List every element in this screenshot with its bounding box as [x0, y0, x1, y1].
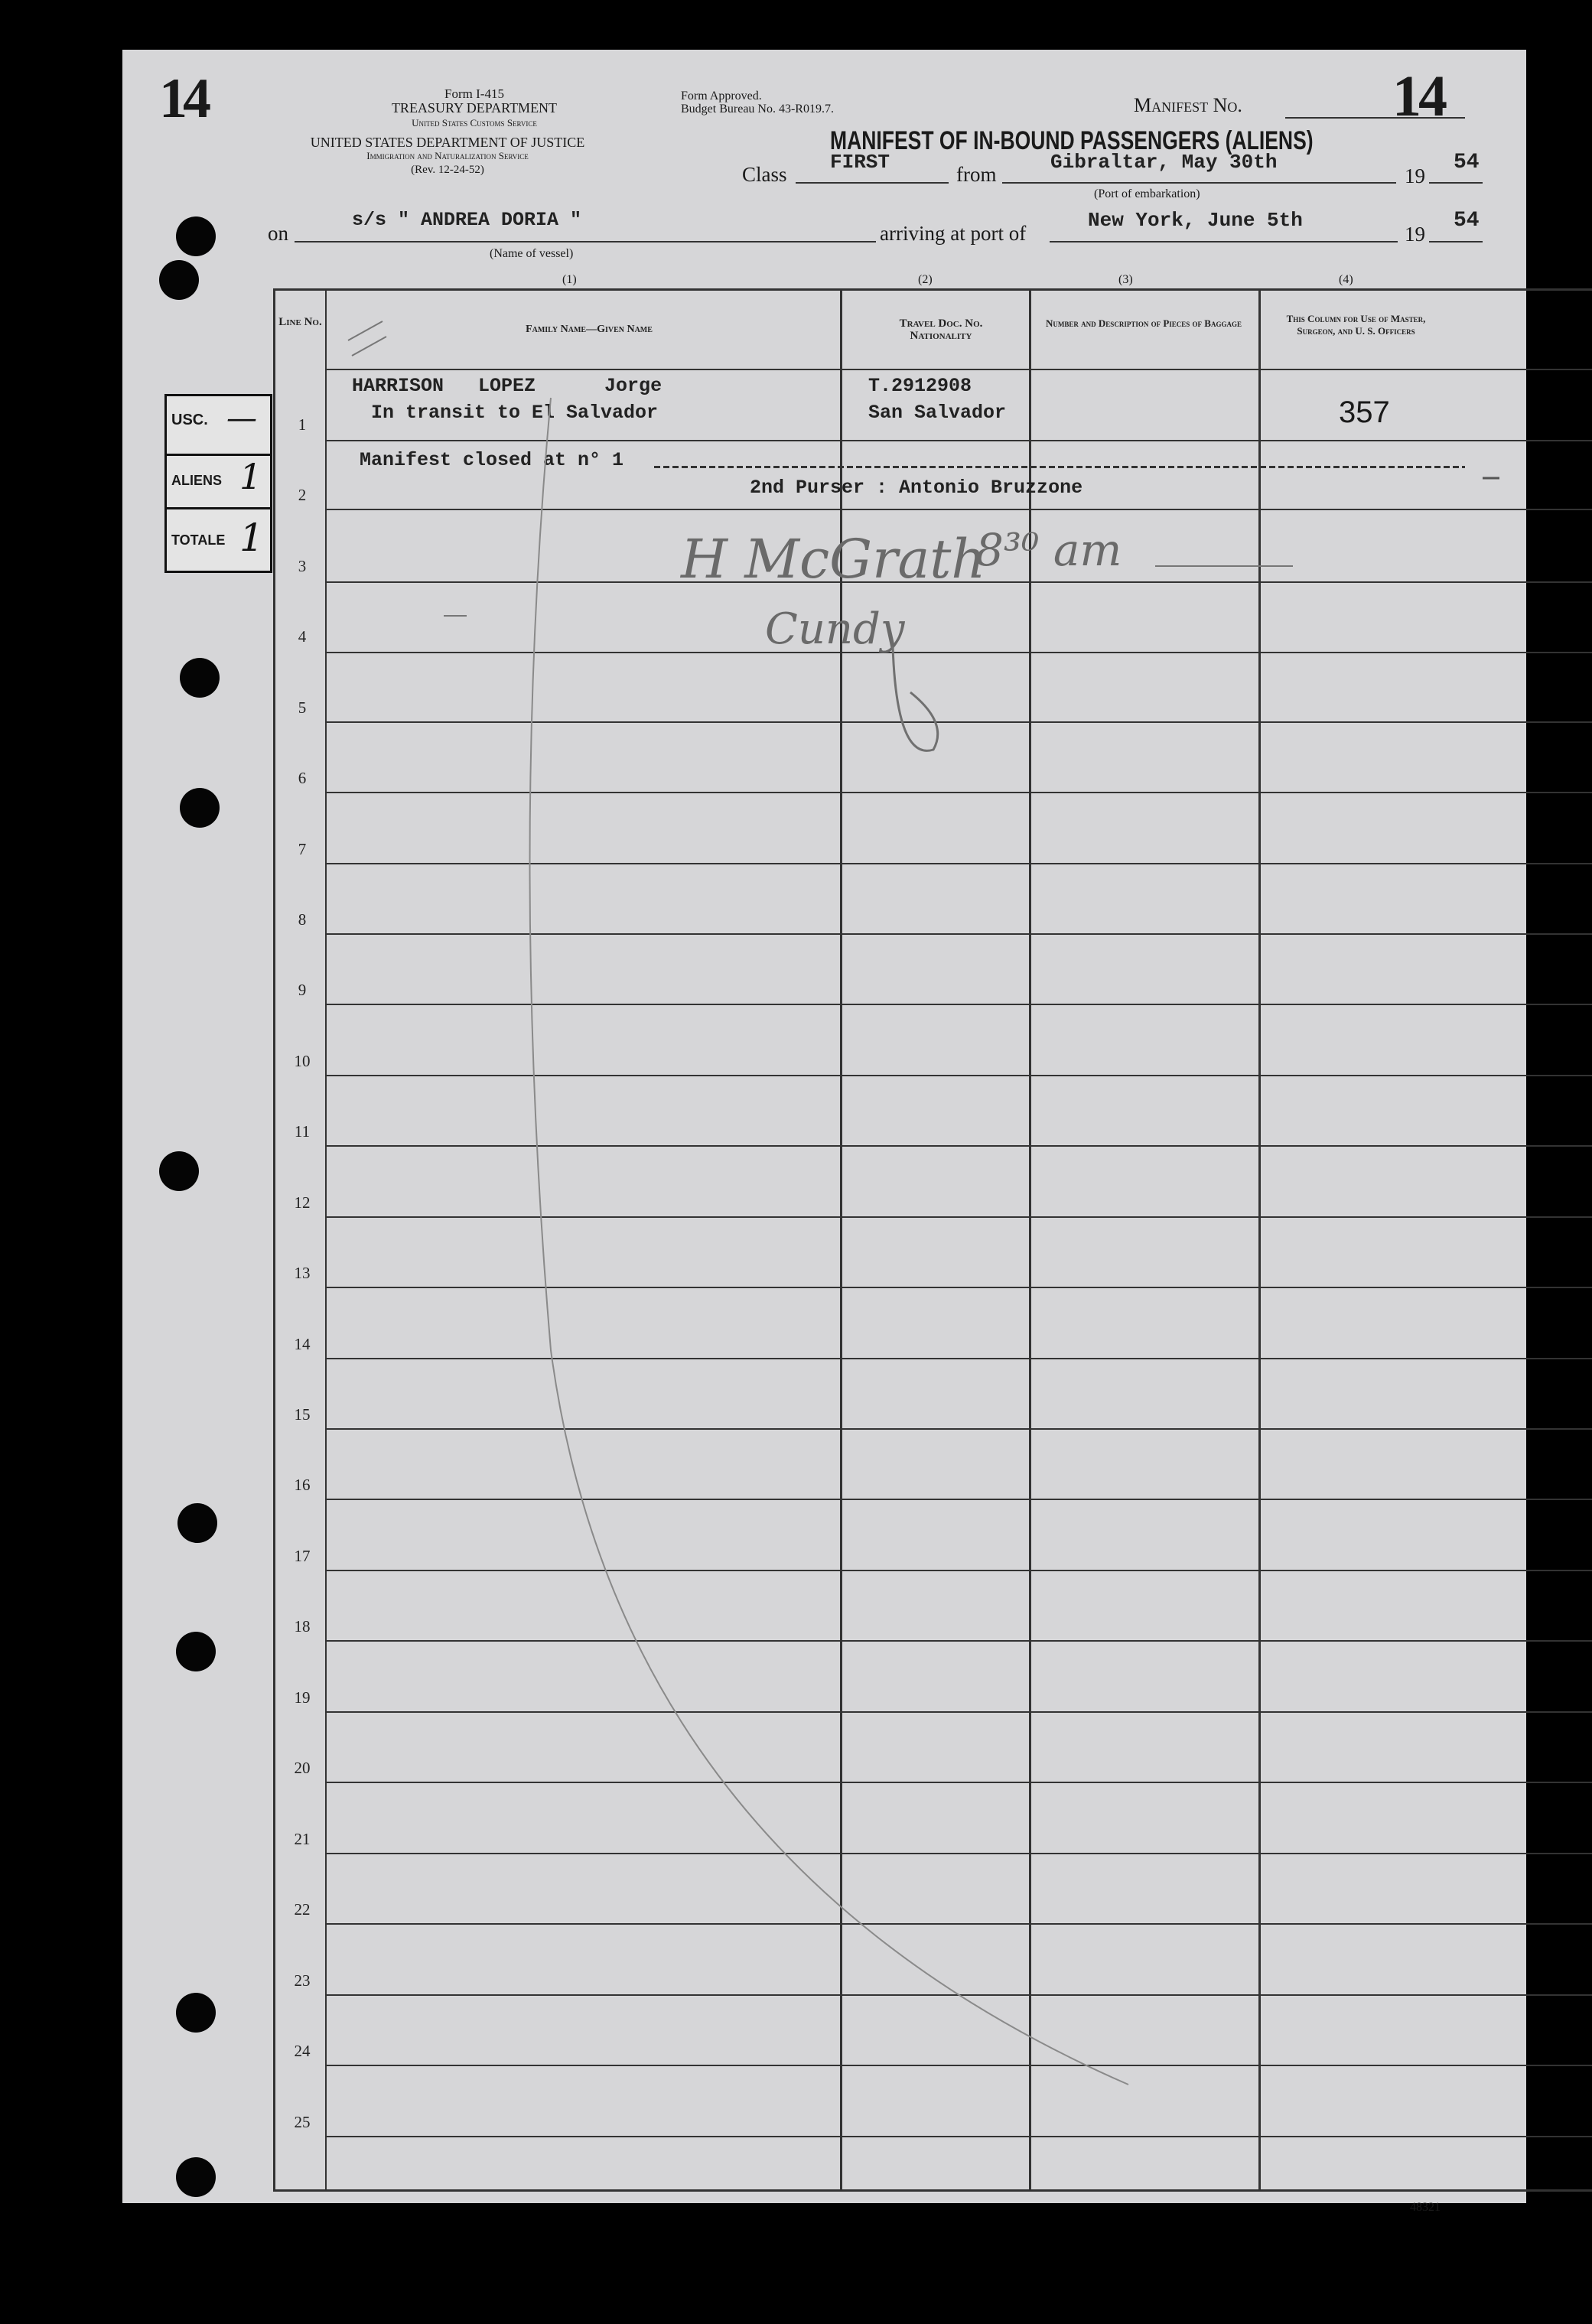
year-arrival: 54 — [1454, 209, 1480, 233]
row-number: 15 — [294, 1405, 311, 1424]
ins-label: Immigration and Naturalization Service — [366, 150, 529, 161]
closed-note: Manifest closed at n° 1 — [360, 449, 624, 471]
col-num-1: (1) — [562, 273, 577, 286]
inspection-time: 8³⁰ am — [975, 524, 1122, 576]
doj-label: UNITED STATES DEPARTMENT OF JUSTICE — [310, 135, 585, 150]
header-line-no: Line No. — [278, 316, 322, 328]
row-number: 14 — [294, 1335, 311, 1353]
purser-note: 2nd Purser : Antonio Bruzzone — [750, 477, 1083, 499]
tally-aliens-box — [164, 454, 272, 512]
tally-totale-value: 1 — [239, 516, 264, 560]
form-number: Form I-415 — [444, 86, 504, 101]
row-number: 13 — [294, 1264, 311, 1282]
tally-usc-box — [164, 394, 272, 458]
budget-bureau: Budget Bureau No. 43-R019.7. — [681, 103, 834, 116]
port-embark-caption: (Port of embarkation) — [1094, 187, 1200, 200]
manifest-page — [122, 50, 1526, 2214]
col-num-3: (3) — [1118, 273, 1133, 286]
header-officers: This Column for Use of Master, Surgeon, and U. S. Officers — [1286, 313, 1426, 337]
arriving-label: arriving at port of — [880, 222, 1027, 245]
class-value: FIRST — [830, 151, 890, 174]
vessel-name: s/s " ANDREA DORIA " — [352, 209, 582, 231]
punch-hole — [176, 216, 216, 256]
tally-aliens-value: 1 — [239, 456, 262, 497]
punch-hole — [159, 1151, 199, 1191]
year-prefix-arrival: 19 — [1405, 223, 1425, 246]
arrival-port: New York, June 5th — [1088, 209, 1303, 232]
row-number: 18 — [294, 1617, 311, 1636]
row-number: 24 — [294, 2042, 311, 2060]
row-number: 21 — [294, 1830, 311, 1848]
row-number: 1 — [298, 415, 307, 434]
on-label: on — [268, 222, 288, 245]
row-number: 20 — [294, 1759, 311, 1777]
tally-usc-label: USC. — [171, 412, 208, 428]
row-number: 7 — [298, 840, 307, 858]
header-travel-doc: Travel Doc. No. Nationality — [899, 317, 983, 342]
pencil-loop — [893, 646, 938, 750]
manifest-title: MANIFEST OF IN-BOUND PASSENGERS (ALIENS) — [830, 126, 1314, 155]
year-embark: 54 — [1454, 151, 1480, 174]
transit-note: In transit to El Salvador — [371, 402, 659, 424]
row-number: 23 — [294, 1971, 311, 1990]
manifest-no-label: Manifest No. — [1134, 94, 1242, 116]
pencil-arc — [530, 398, 1129, 2085]
officer-number: 357 — [1339, 395, 1390, 429]
tally-totale-label: TOTALE — [171, 532, 226, 548]
pencil-marks — [122, 50, 1526, 2203]
pencil-check — [348, 321, 386, 356]
corner-page-mark: 14 — [159, 67, 207, 130]
row-number: 3 — [298, 557, 307, 575]
customs-service: United States Customs Service — [412, 117, 537, 129]
from-value: Gibraltar, May 30th — [1050, 151, 1278, 174]
tally-aliens-label: ALIENS — [171, 473, 223, 488]
header-baggage: Number and Description of Pieces of Baggage — [1046, 317, 1242, 329]
manifest-number: 14 — [1392, 64, 1444, 129]
col-num-4: (4) — [1339, 273, 1353, 286]
row-number: 5 — [298, 698, 307, 717]
punch-hole — [176, 2157, 216, 2197]
row-number: 25 — [294, 2113, 311, 2131]
row-number: 2 — [298, 486, 307, 504]
treasury-dept: TREASURY DEPARTMENT — [391, 100, 558, 116]
row-number: 4 — [298, 627, 307, 646]
punch-hole — [176, 1632, 216, 1671]
passenger-name: HARRISON LOPEZ Jorge — [352, 375, 663, 397]
punch-hole — [176, 1993, 216, 2033]
class-label: Class — [742, 163, 787, 186]
tally-usc-value: — — [226, 401, 257, 436]
row-number: 16 — [294, 1476, 311, 1494]
year-prefix-embark: 19 — [1405, 164, 1425, 187]
punch-hole — [177, 1503, 217, 1543]
row-number: 9 — [298, 981, 307, 999]
rev-label: (Rev. 12-24-52) — [411, 164, 484, 176]
punch-hole — [180, 788, 220, 828]
row-number: 22 — [294, 1900, 311, 1919]
tally-totale-box — [164, 507, 272, 573]
nationality: San Salvador — [868, 402, 1007, 424]
punch-hole — [180, 658, 220, 698]
header-family-name: Family Name—Given Name — [526, 324, 653, 335]
travel-doc-number: T.2912908 — [868, 375, 972, 397]
vessel-caption: (Name of vessel) — [490, 247, 574, 260]
from-label: from — [956, 163, 997, 186]
punch-hole — [159, 260, 199, 300]
row-number: 11 — [294, 1122, 311, 1141]
row-number: 12 — [294, 1193, 311, 1212]
officer-signature: H McGrath — [681, 528, 986, 591]
form-approved: Form Approved. — [681, 90, 762, 103]
second-signature: Cundy — [765, 604, 905, 654]
row-number: 6 — [298, 769, 307, 787]
row-number: 10 — [294, 1052, 311, 1070]
row-number: 17 — [294, 1547, 311, 1565]
row-number: 8 — [298, 910, 307, 929]
row-number: 19 — [294, 1688, 311, 1707]
col-num-2: (2) — [918, 273, 933, 286]
footer-code: 48321 — [1410, 2201, 1441, 2214]
